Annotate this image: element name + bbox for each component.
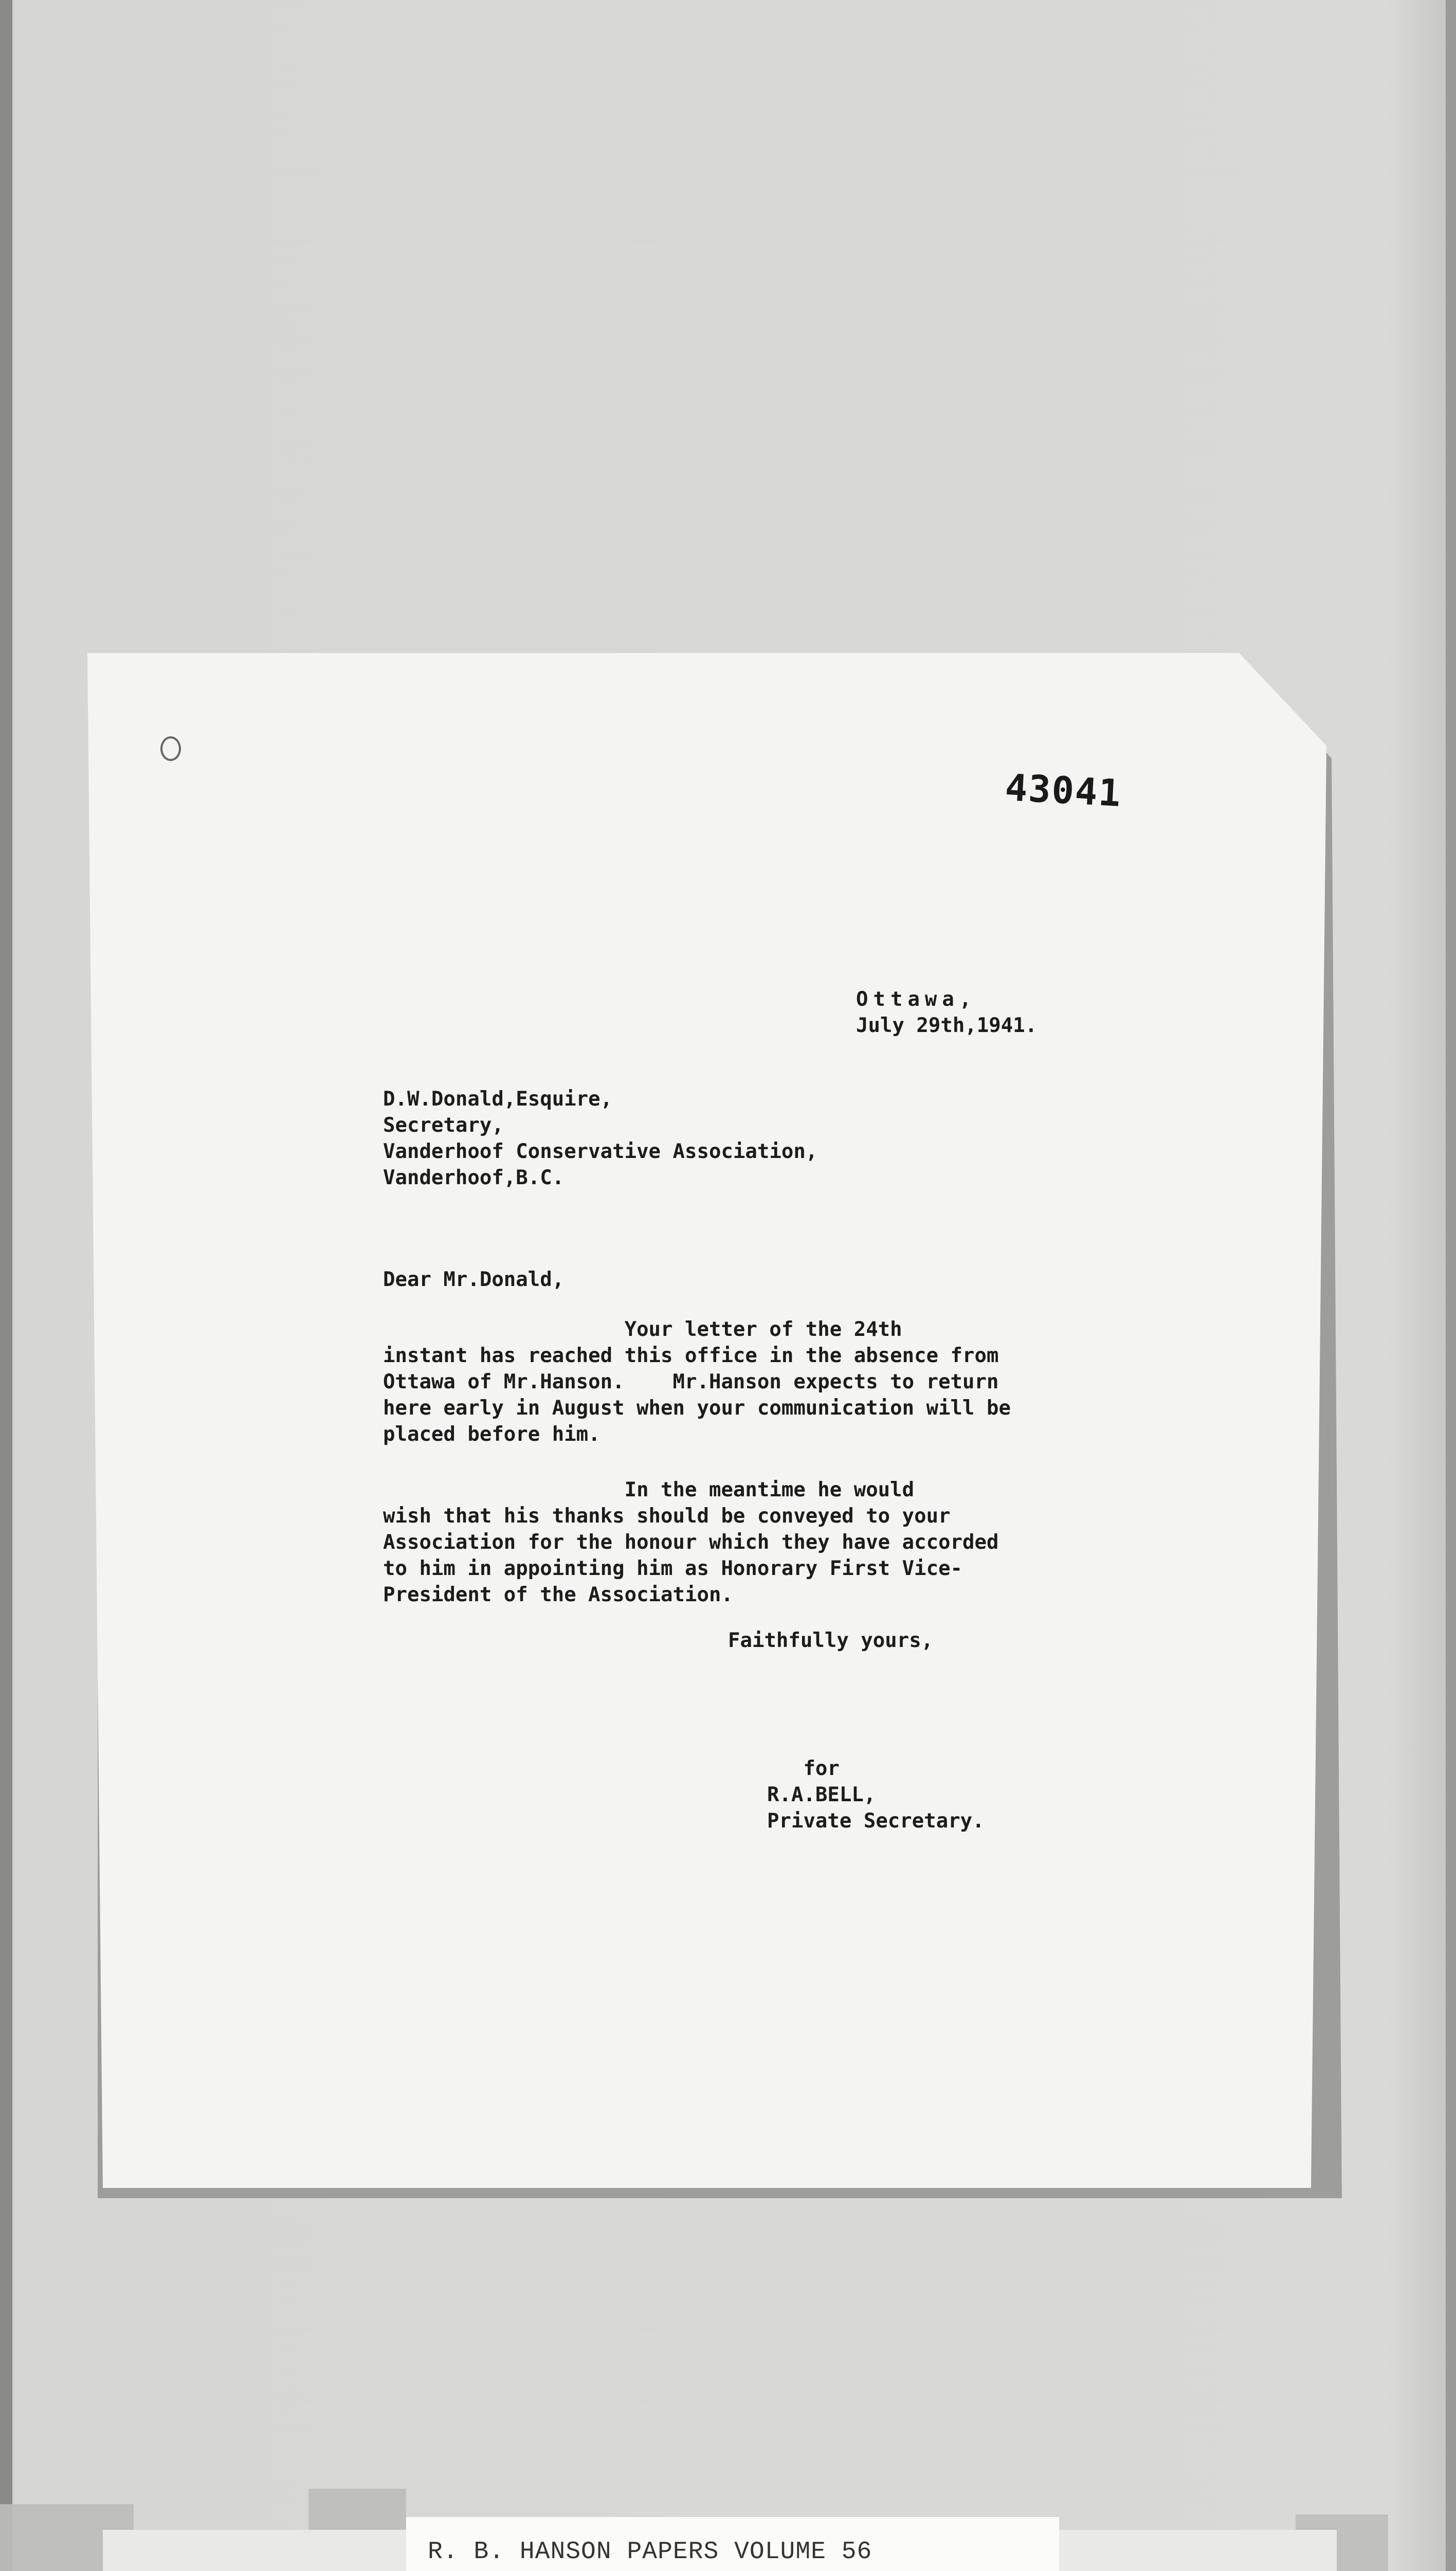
letter-place: Ottawa, xyxy=(856,988,977,1011)
volume-label-text: R. B. HANSON PAPERS VOLUME 56 xyxy=(428,2538,872,2566)
letter-signature-block: for R.A.BELL, Private Secretary. xyxy=(767,1757,985,1833)
letter-closing: Faithfully yours, xyxy=(728,1629,934,1652)
mount-left-edge xyxy=(0,0,12,2571)
mount-right-edge xyxy=(1446,0,1456,2571)
document-number: 43041 xyxy=(1004,766,1123,815)
letter-date: July 29th,1941. xyxy=(856,1014,1038,1037)
salutation: Dear Mr.Donald, xyxy=(383,1268,565,1291)
volume-label xyxy=(406,2517,1059,2571)
letter-paragraph-2: In the meantime he would wish that his thanks should be conveyed to your Association for the honour which they have accorded to him in appointing him as Honorary First Vice- President of the Association. xyxy=(383,1478,999,1606)
recipient-address: D.W.Donald,Esquire, Secretary, Vanderhoof Conservative Association, Vanderhoof,B.C. xyxy=(383,1088,818,1189)
hole-punch-mark xyxy=(160,736,181,761)
letter-paragraph-1: Your letter of the 24th instant has reached this office in the absence from Ottawa of Mr.Hanson. Mr.Hanson expects to return here early in August when your communication will be placed before him. xyxy=(383,1318,1011,1446)
